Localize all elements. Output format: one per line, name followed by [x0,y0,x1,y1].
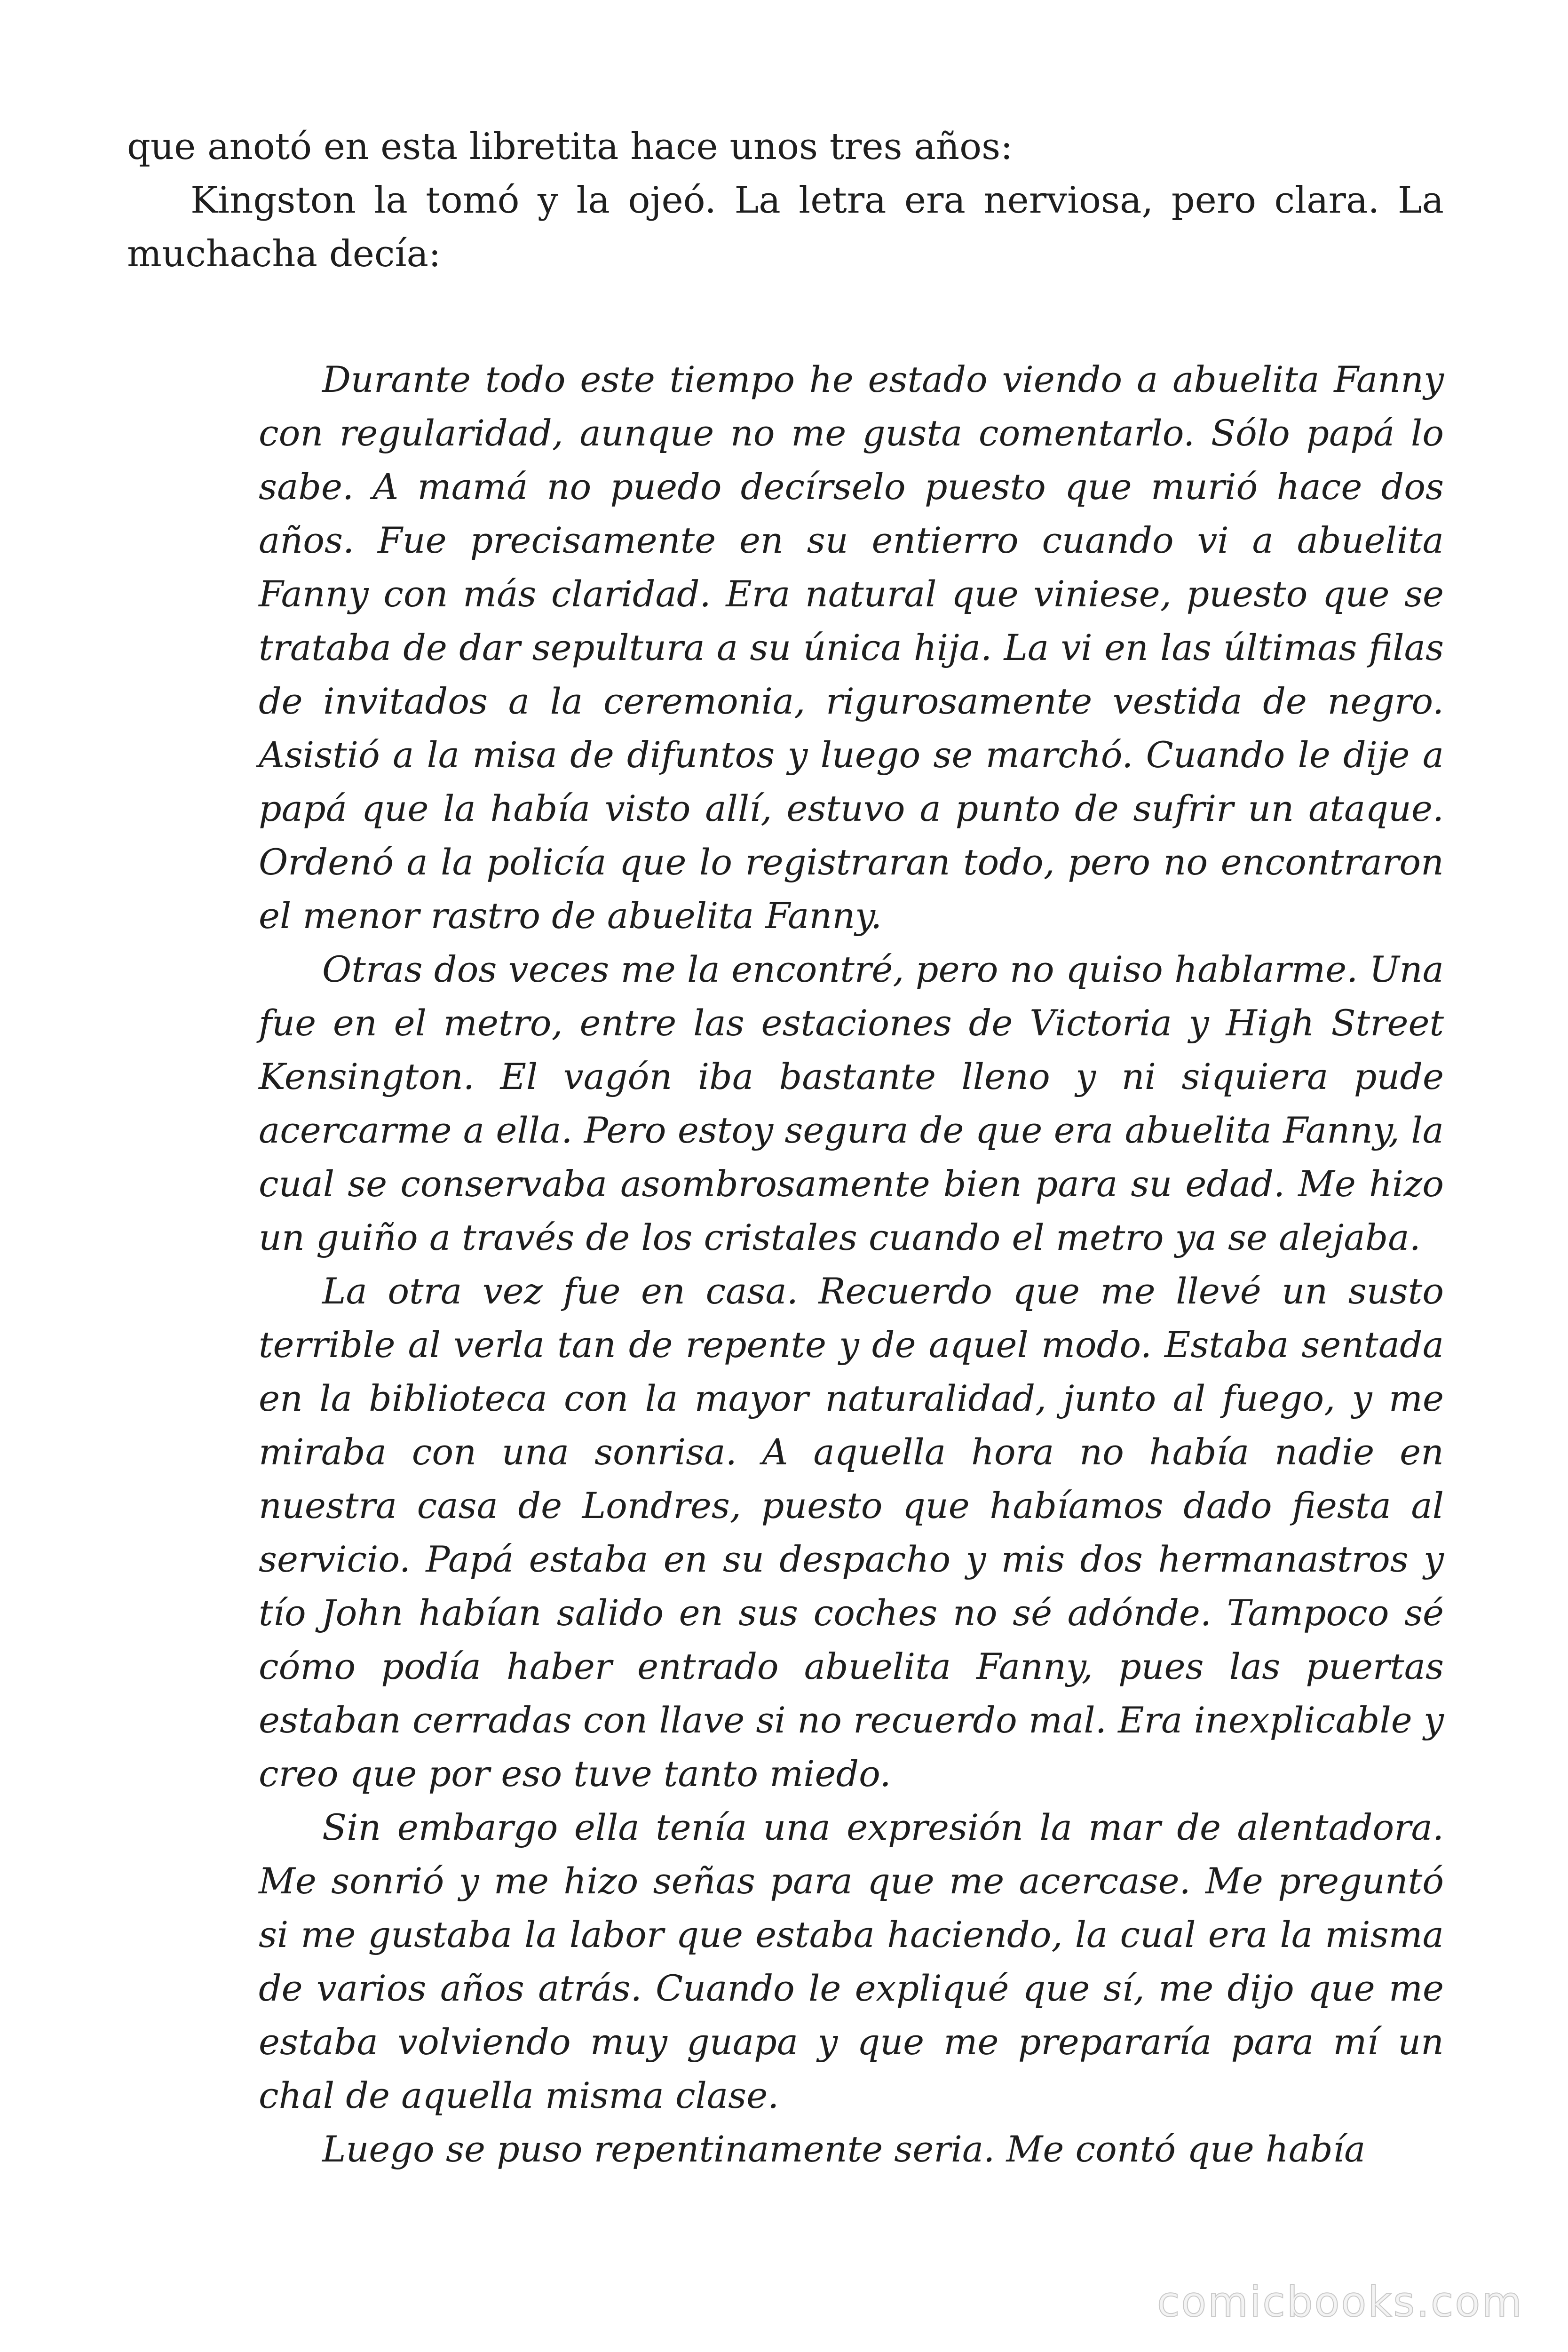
letter-paragraph: Luego se puso repentinamente seria. Me contó que había [322,2128,1366,2170]
letter-paragraph: Otras dos veces me la encontré, pero no quiso hablarme. Una fue en el metro, entre las estaciones de Victoria y High Street Kensington. El vagón iba bastante lleno y ni siquiera pude acercarme a ella. Pero estoy segura de que era abuelita Fanny, la cual se conservaba asombrosamente bien para su edad. Me hizo un guiño a través de los cristales cuando el metro ya se alejaba. [259,948,1444,1258]
watermark: comicbooks.com [1156,2278,1523,2326]
letter-quote [259,353,1444,2176]
letter-paragraph: Sin embargo ella tenía una expresión la mar de alentadora. Me sonrió y me hizo señas para que me acercase. Me preguntó si me gustaba la labor que estaba haciendo, la cual era la misma de varios años atrás. Cuando le expliqué que sí, me dijo que me estaba volviendo muy guapa y que me prepararía para mí un chal de aquella misma clase. [259,1806,1444,2116]
intro-paragraph: que anotó en esta libretita hace unos tres años: [127,126,1013,168]
letter-paragraph: La otra vez fue en casa. Recuerdo que me llevé un susto terrible al verla tan de repente y de aquel modo. Estaba sentada en la biblioteca con la mayor naturalidad, junto al fuego, y me miraba con una sonrisa. A aquella hora no había nadie en nuestra casa de Londres, puesto que habíamos dado fiesta al servicio. Papá estaba en su despacho y mis dos hermanastros y tío John habían salido en sus coches no sé adónde. Tampoco sé cómo podía haber entrado abuelita Fanny, pues las puertas estaban cerradas con llave si no recuerdo mal. Era inexplicable y creo que por eso tuve tanto miedo. [259,1270,1444,1795]
intro-paragraph: Kingston la tomó y la ojeó. La letra era nerviosa, pero clara. La muchacha decía: [127,179,1444,275]
letter-paragraph: Durante todo este tiempo he estado viendo a abuelita Fanny con regularidad, aunque no me gusta comentarlo. Sólo papá lo sabe. A mamá no puedo decírselo puesto que murió hace dos años. Fue precisamente en su entierro cuando vi a abuelita Fanny con más claridad. Era natural que viniese, puesto que se trataba de dar sepultura a su única hija. La vi en las últimas filas de invitados a la ceremonia, rigurosamente vestida de negro. Asistió a la misa de difuntos y luego se marchó. Cuando le dije a papá que la había visto allí, estuvo a punto de sufrir un ataque. Ordenó a la policía que lo registraran todo, pero no encontraron el menor rastro de abuelita Fanny. [259,358,1444,937]
intro-text [127,120,1444,281]
